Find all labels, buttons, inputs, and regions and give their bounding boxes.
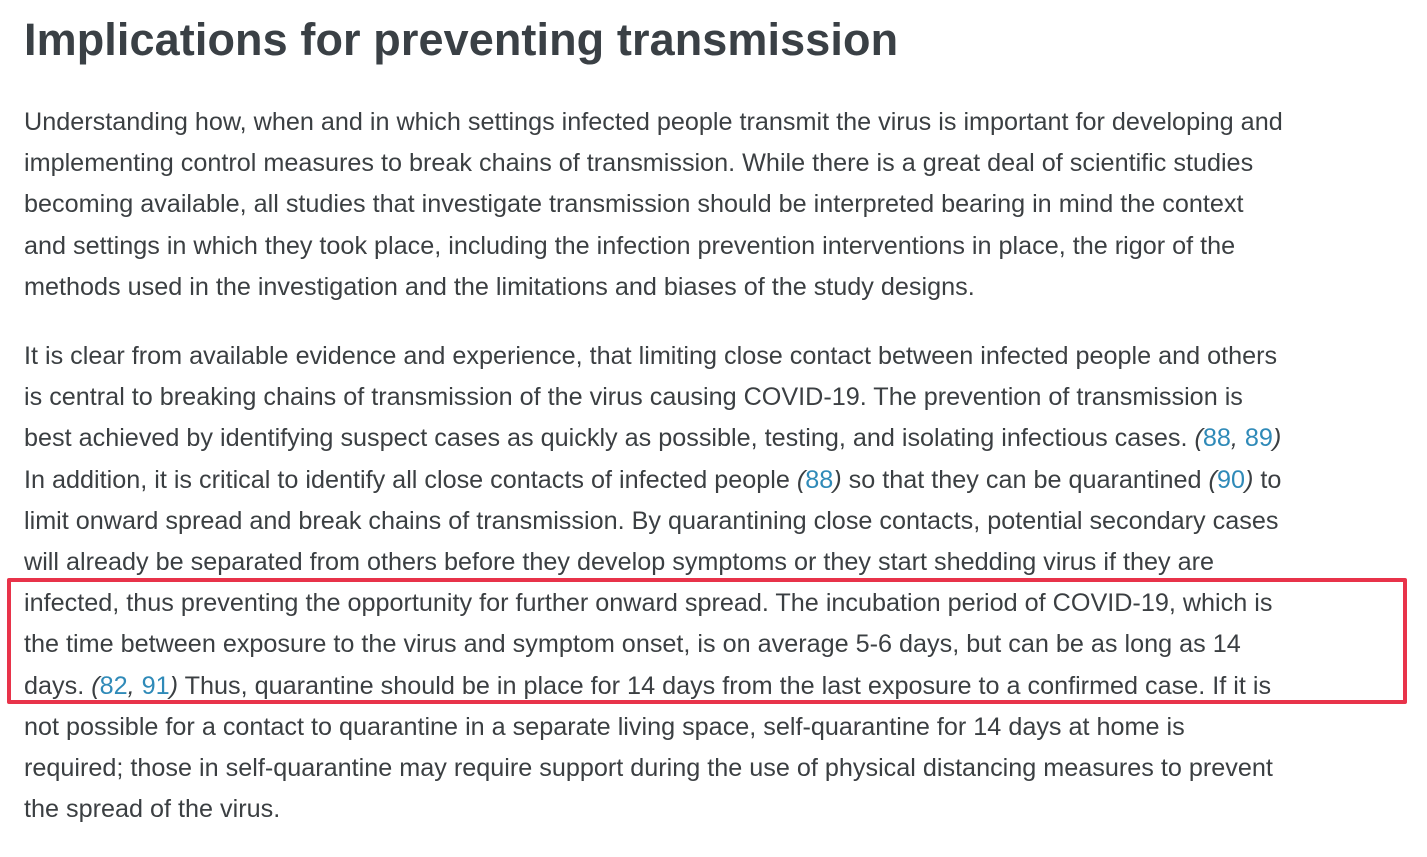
paragraph-line: It is clear from available evidence and experience, that limiting close contact between infected people and others xyxy=(24,342,1278,370)
paragraph-line xyxy=(24,666,1414,707)
paragraph-line: required; those in self-quarantine may require support during the use of physical distancing measures to prevent xyxy=(24,753,1273,782)
paragraph-1 xyxy=(24,102,1414,308)
paragraph-line: becoming available, all studies that investigate transmission should be interpreted bearing in mind the context xyxy=(24,190,1244,219)
paragraph-text: In addition, it is critical to identify all close contacts of infected people xyxy=(24,465,797,494)
paragraph-line xyxy=(24,460,1414,501)
paragraph-line: and settings in which they took place, including the infection prevention interventions in place, the rigor of the xyxy=(24,231,1236,260)
citation-link-91[interactable]: 91 xyxy=(141,671,170,700)
paragraph-line: the time between exposure to the virus and symptom onset, is on average 5-6 days, but can be as long as 14 xyxy=(24,630,1241,659)
citation-group: (90) xyxy=(1208,465,1254,494)
citation-link-82[interactable]: 82 xyxy=(99,671,128,700)
paragraph-line: Understanding how, when and in which settings infected people transmit the virus is important for developing and xyxy=(24,108,1283,136)
paragraph-text: days. xyxy=(24,671,92,700)
paragraph-line: the spread of the virus. xyxy=(24,795,281,824)
paragraph-line: not possible for a contact to quarantine in a separate living space, self-quarantine for 14 days at home is xyxy=(24,712,1185,741)
paragraph-text: so that they can be quarantined xyxy=(841,465,1209,494)
paragraph-line: methods used in the investigation and the limitations and biases of the study designs. xyxy=(24,272,975,301)
paragraph-line: will already be separated from others before they develop symptoms or they start shedding virus if they are xyxy=(24,547,1214,576)
paragraph-text: Thus, quarantine should be in place for 14 days from the last exposure to a confirmed case. If it is xyxy=(178,671,1272,700)
paragraph-line: is central to breaking chains of transmission of the virus causing COVID-19. The prevention of transmission is xyxy=(24,383,1243,412)
paragraph-line: infected, thus preventing the opportunity for further onward spread. The incubation period of COVID-19, which is xyxy=(24,589,1273,618)
citation-link-88[interactable]: 88 xyxy=(1202,424,1231,453)
paragraph-line: limit onward spread and break chains of transmission. By quarantining close contacts, potential secondary cases xyxy=(24,506,1279,535)
paragraph-line xyxy=(24,418,1414,459)
citation-link-90[interactable]: 90 xyxy=(1216,465,1245,494)
paragraph-2 xyxy=(24,336,1414,830)
paragraph-text: to xyxy=(1253,465,1282,494)
citation-link-88[interactable]: 88 xyxy=(805,465,834,494)
citation-group: (88, 89) xyxy=(1194,424,1282,453)
paragraph-line: implementing control measures to break chains of transmission. While there is a great deal of scientific studies xyxy=(24,149,1254,178)
paragraph-text: best achieved by identifying suspect cases as quickly as possible, testing, and isolating infectious cases. xyxy=(24,424,1195,453)
citation-link-89[interactable]: 89 xyxy=(1244,424,1273,453)
page-title: Implications for preventing transmission xyxy=(24,14,899,65)
citation-group: (82, 91) xyxy=(91,671,179,700)
citation-group: (88) xyxy=(796,465,842,494)
